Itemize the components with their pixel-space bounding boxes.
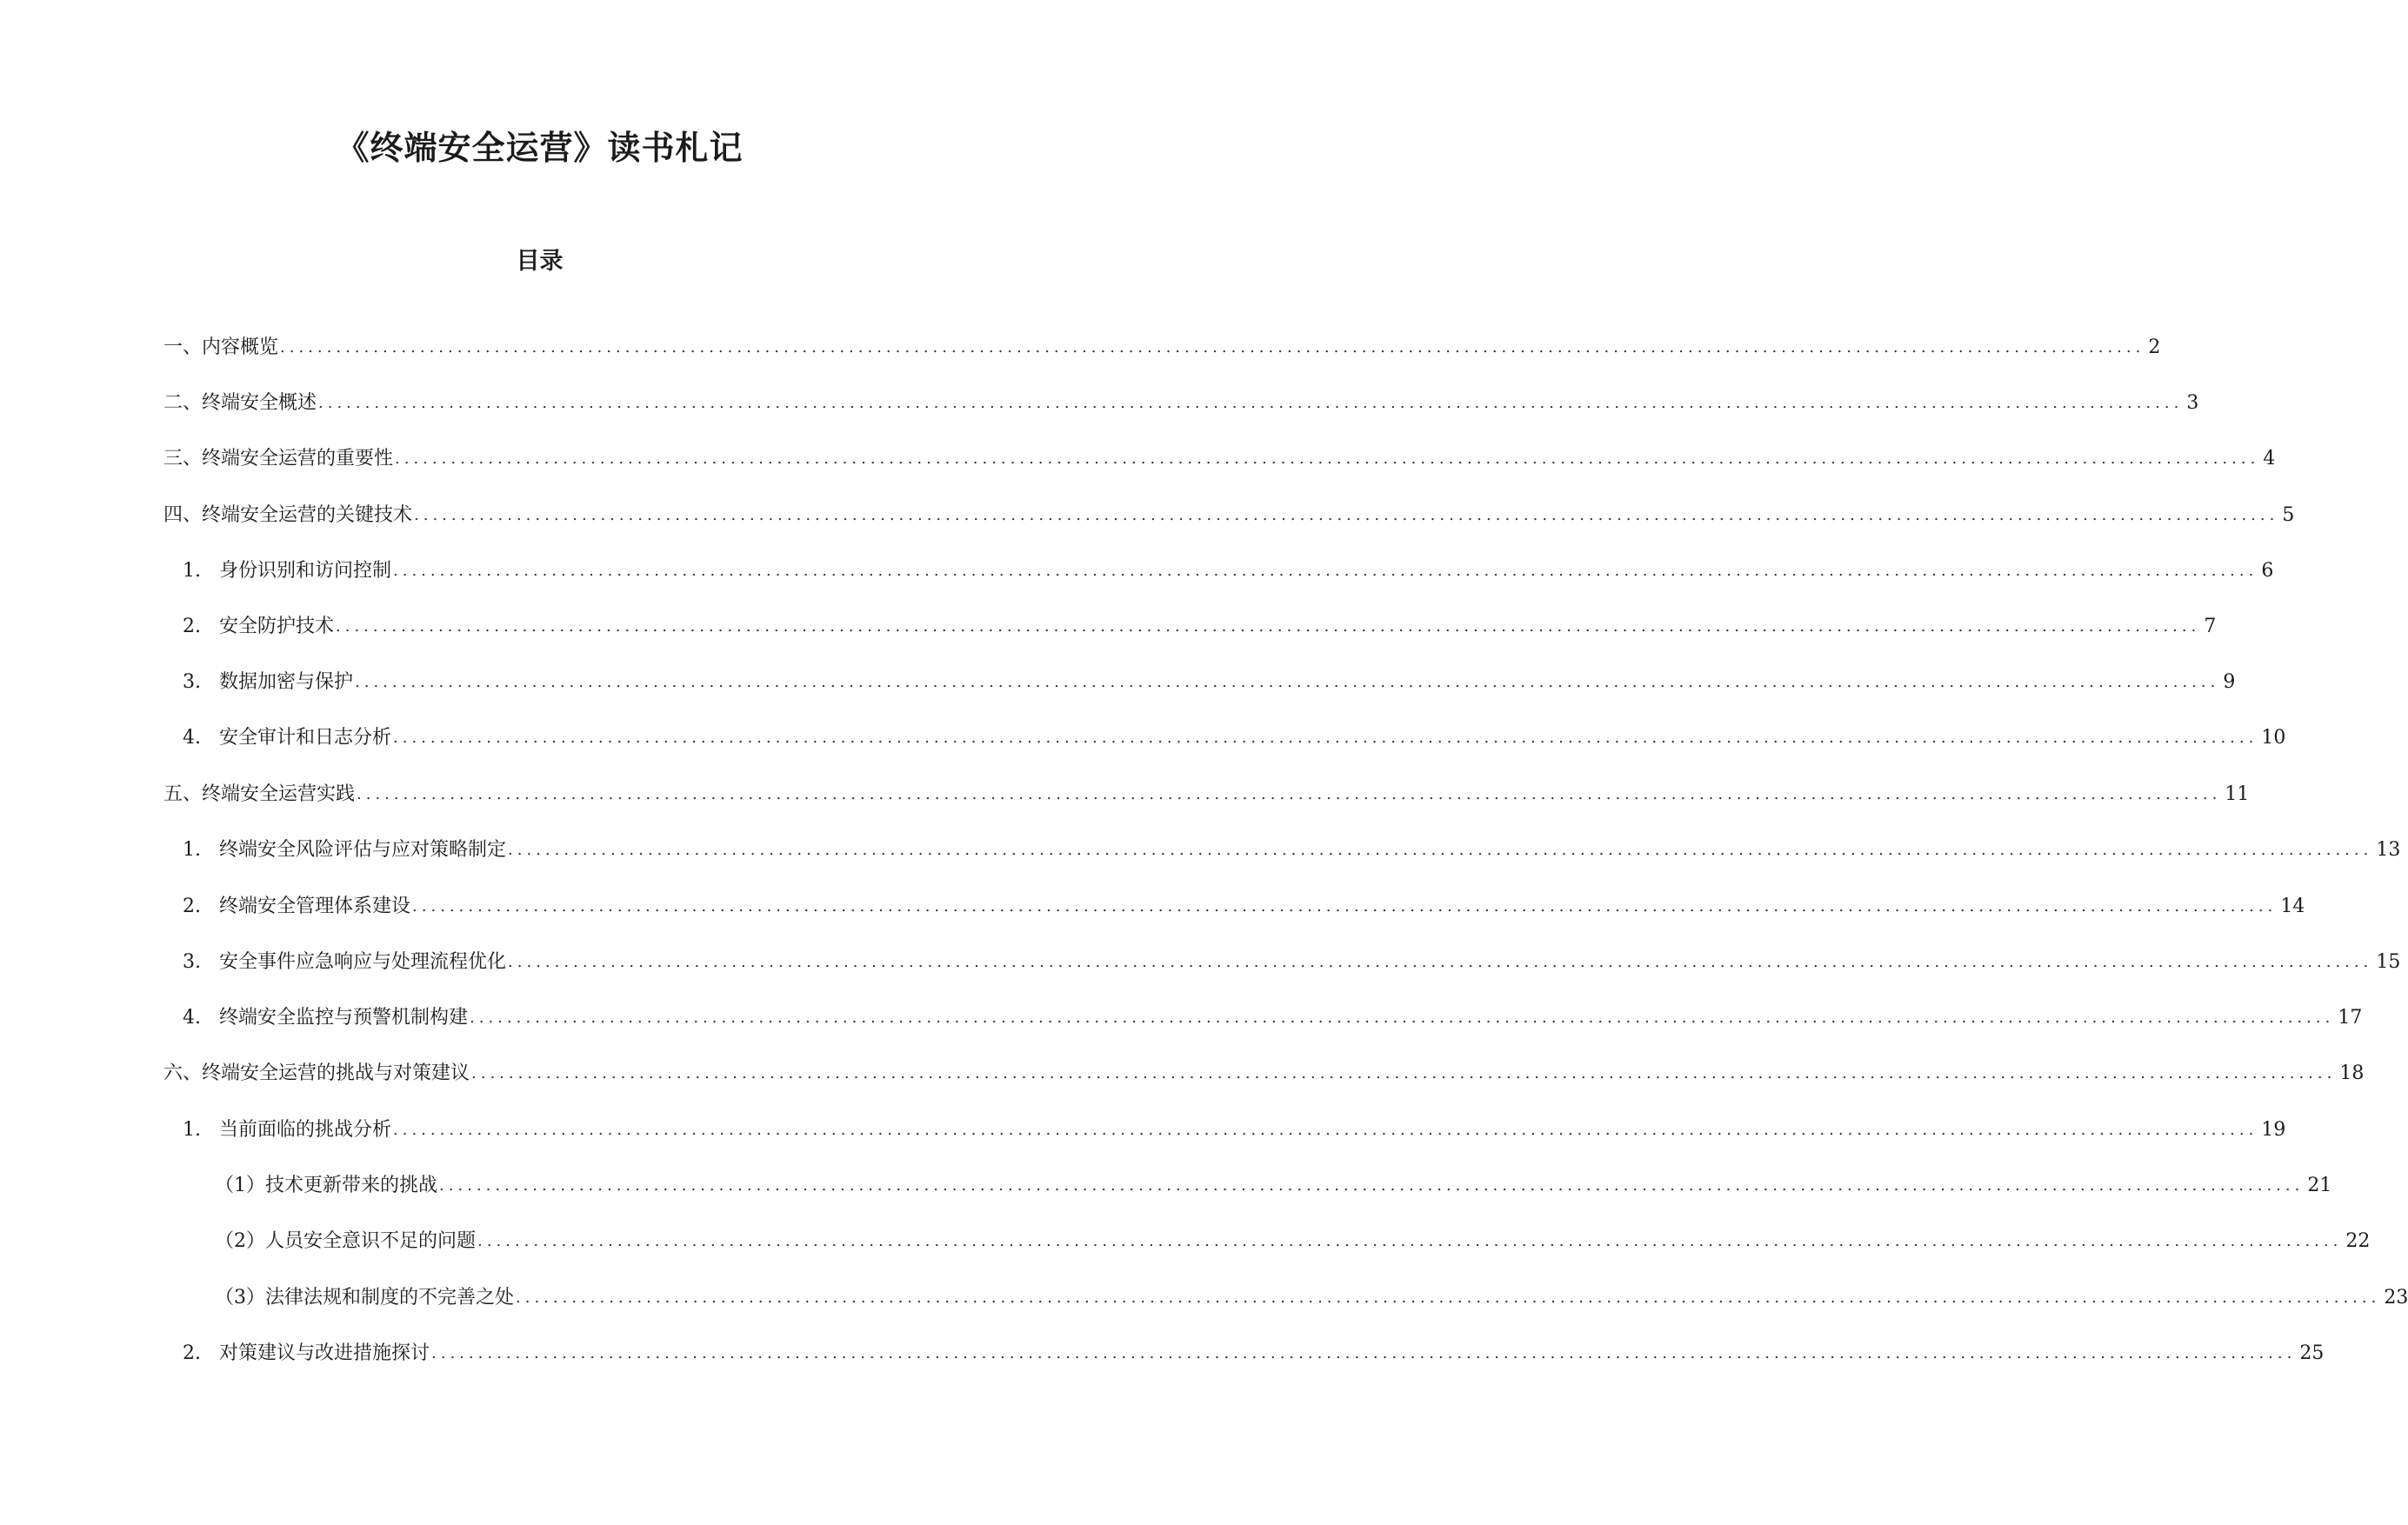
- toc-entry-label: 安全事件应急响应与处理流程优化: [219, 951, 507, 973]
- toc-entry[interactable]: [215, 1227, 2371, 1256]
- toc-leader-dots: ........................................................................................................................................................................................................: [471, 1064, 2337, 1082]
- toc-leader-dots: ........................................................................................................................................................................................................: [414, 506, 2279, 524]
- toc-entry[interactable]: [183, 612, 2217, 642]
- toc-page-number: 3: [2186, 392, 2199, 414]
- toc-leader-dots: ........................................................................................................................................................................................................: [393, 729, 2258, 747]
- toc-entry-number: 2.: [183, 616, 201, 637]
- toc-entry[interactable]: [163, 501, 2295, 530]
- toc-entry-label: 安全审计和日志分析: [219, 727, 392, 749]
- toc-entry-label: 对策建议与改进措施探讨: [219, 1342, 430, 1364]
- toc-page-number: 25: [2299, 1342, 2325, 1364]
- toc-page-number: 15: [2376, 951, 2401, 973]
- toc-entry-number: 3.: [183, 671, 201, 693]
- toc-entry[interactable]: [163, 389, 2199, 418]
- toc-entry[interactable]: [183, 556, 2274, 586]
- toc-entry-number: 3.: [183, 951, 201, 973]
- toc-leader-dots: ........................................................................................................................................................................................................: [393, 1121, 2258, 1139]
- toc-leader-dots: ........................................................................................................................................................................................................: [470, 1009, 2335, 1027]
- toc-page-number: 18: [2339, 1062, 2365, 1084]
- toc-entry-label: （3）法律法规和制度的不完善之处: [215, 1287, 514, 1309]
- toc-page-number: 14: [2280, 896, 2305, 917]
- toc-page-number: 5: [2282, 504, 2295, 526]
- toc-entry[interactable]: [215, 1171, 2332, 1201]
- toc-entry[interactable]: [163, 1059, 2365, 1089]
- toc-page-number: 21: [2307, 1175, 2332, 1196]
- toc-leader-dots: ........................................................................................................................................................................................................: [516, 1289, 2381, 1307]
- toc-entry[interactable]: [163, 333, 2161, 363]
- toc-entry-label: （1）技术更新带来的挑战: [215, 1175, 437, 1196]
- toc-leader-dots: ........................................................................................................................................................................................................: [393, 562, 2258, 580]
- toc-entry-label: （2）人员安全意识不足的问题: [215, 1230, 476, 1252]
- toc-page-number: 19: [2261, 1119, 2286, 1141]
- toc-page-number: 17: [2338, 1007, 2363, 1029]
- toc-leader-dots: ........................................................................................................................................................................................................: [412, 897, 2278, 916]
- toc-leader-dots: ........................................................................................................................................................................................................: [357, 785, 2222, 803]
- toc-page-number: 2: [2148, 336, 2161, 358]
- toc-entry-label: 终端安全管理体系建设: [219, 896, 411, 917]
- toc-leader-dots: ........................................................................................................................................................................................................: [355, 673, 2220, 691]
- toc-entry-label: 终端安全监控与预警机制构建: [219, 1007, 469, 1029]
- toc-page-number: 23: [2384, 1287, 2408, 1309]
- toc-page-number: 7: [2204, 616, 2217, 637]
- toc-entry-number: 4.: [183, 727, 201, 749]
- toc-entry[interactable]: [183, 948, 2401, 977]
- toc-heading: 目录: [516, 248, 564, 275]
- toc-leader-dots: ........................................................................................................................................................................................................: [431, 1344, 2297, 1362]
- toc-entry-label: 四、终端安全运营的关键技术: [163, 504, 413, 526]
- toc-page-number: 11: [2225, 783, 2250, 805]
- toc-entry-label: 终端安全风险评估与应对策略制定: [219, 839, 507, 861]
- toc-entry[interactable]: [183, 668, 2236, 697]
- toc-entry-number: 1.: [183, 839, 201, 861]
- toc-leader-dots: ........................................................................................................................................................................................................: [439, 1176, 2305, 1195]
- toc-entry-label: 六、终端安全运营的挑战与对策建议: [163, 1062, 470, 1084]
- toc-entry-label: 二、终端安全概述: [163, 392, 317, 414]
- toc-entry[interactable]: [183, 1339, 2325, 1369]
- toc-leader-dots: ........................................................................................................................................................................................................: [508, 953, 2373, 971]
- toc-page-number: 6: [2261, 560, 2274, 582]
- toc-page-number: 13: [2376, 839, 2401, 861]
- toc-entry-label: 五、终端安全运营实践: [163, 783, 356, 805]
- toc-leader-dots: ........................................................................................................................................................................................................: [318, 394, 2184, 412]
- toc-entry[interactable]: [215, 1283, 2408, 1313]
- toc-entry-label: 身份识别和访问控制: [219, 560, 392, 582]
- toc-entry-number: 4.: [183, 1007, 201, 1029]
- toc-entry-number: 1.: [183, 560, 201, 582]
- toc-entry[interactable]: [183, 1003, 2363, 1033]
- toc-entry-number: 2.: [183, 896, 201, 917]
- toc-leader-dots: ........................................................................................................................................................................................................: [508, 841, 2373, 859]
- toc-entry[interactable]: [163, 780, 2250, 809]
- toc-entry[interactable]: [183, 836, 2401, 865]
- toc-page-number: 22: [2345, 1230, 2371, 1252]
- toc-entry[interactable]: [183, 892, 2305, 922]
- toc-page-number: 10: [2261, 727, 2286, 749]
- toc-entry-label: 安全防护技术: [219, 616, 335, 637]
- toc-entry-number: 2.: [183, 1342, 201, 1364]
- toc-leader-dots: ........................................................................................................................................................................................................: [280, 338, 2145, 356]
- toc-leader-dots: ........................................................................................................................................................................................................: [395, 450, 2260, 468]
- toc-entry[interactable]: [183, 1115, 2286, 1145]
- toc-leader-dots: ........................................................................................................................................................................................................: [336, 617, 2201, 636]
- toc-entry-number: 1.: [183, 1119, 201, 1141]
- toc-entry[interactable]: [163, 444, 2276, 474]
- toc-entry-label: 当前面临的挑战分析: [219, 1119, 392, 1141]
- toc-page-number: 4: [2263, 448, 2276, 469]
- toc-entry-label: 数据加密与保护: [219, 671, 354, 693]
- toc-leader-dots: ........................................................................................................................................................................................................: [477, 1232, 2343, 1250]
- document-title: 《终端安全运营》读书札记: [336, 128, 744, 167]
- toc-entry-label: 一、内容概览: [163, 336, 279, 358]
- toc-entry[interactable]: [183, 723, 2286, 753]
- toc-page-number: 9: [2223, 671, 2236, 693]
- toc-entry-label: 三、终端安全运营的重要性: [163, 448, 394, 469]
